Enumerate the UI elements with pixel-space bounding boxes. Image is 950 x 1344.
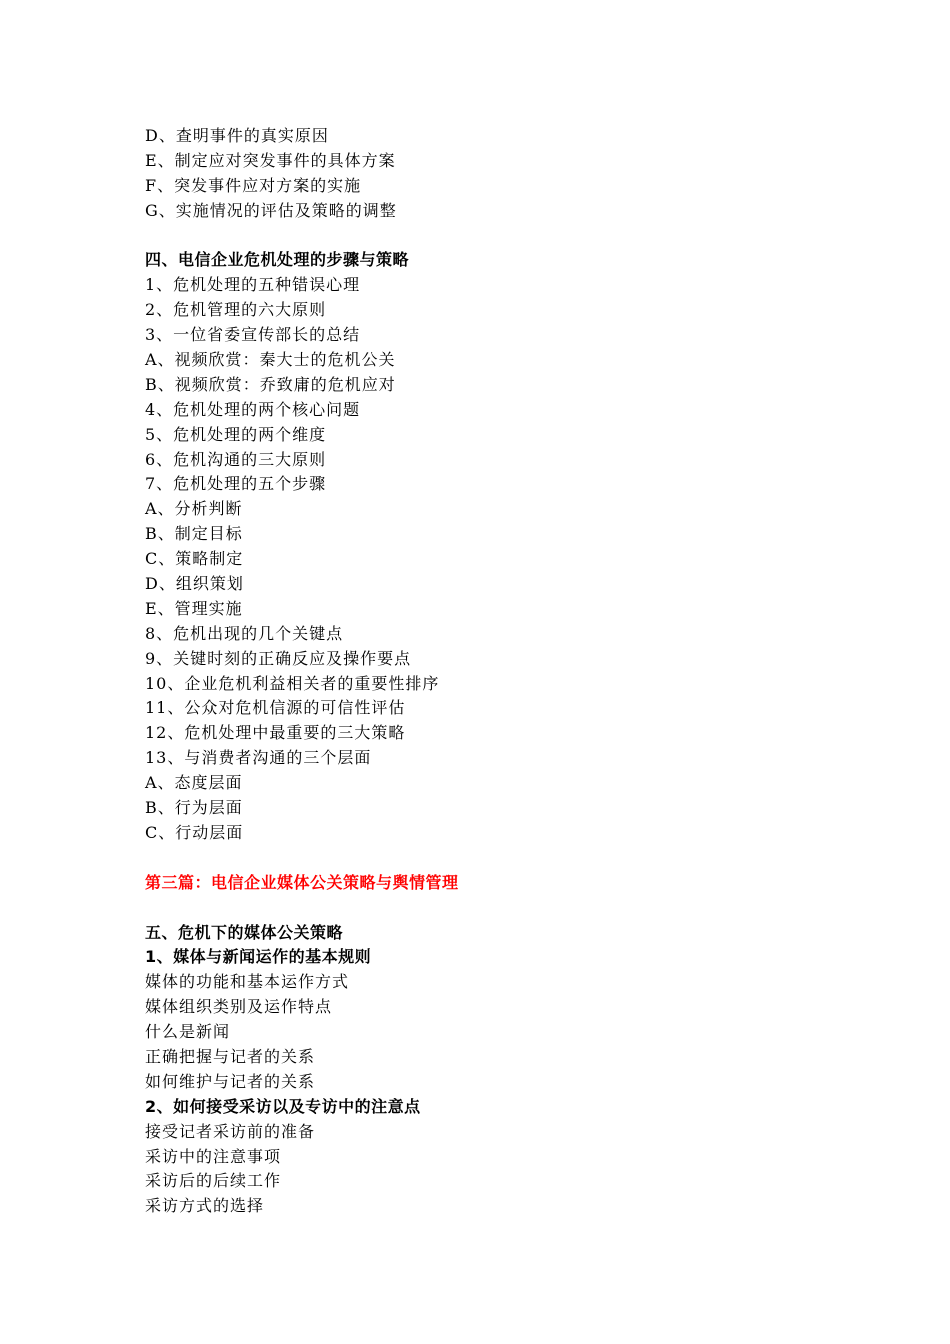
list-item: 4、危机处理的两个核心问题: [145, 399, 361, 419]
list-item: C、策略制定: [145, 549, 244, 569]
list-item: A、态度层面: [145, 773, 243, 793]
list-item: D、查明事件的真实原因: [145, 126, 329, 145]
list-item: 6、危机沟通的三大原则: [145, 449, 327, 469]
section5-sub1-heading: 1、媒体与新闻运作的基本规则: [145, 947, 372, 967]
spacer: [145, 224, 845, 249]
section5-sub2-heading: 2、如何接受采访以及专访中的注意点: [145, 1096, 421, 1116]
list-item: G、实施情况的评估及策略的调整: [145, 200, 397, 220]
list-item: A、视频欣赏：秦大士的危机公关: [145, 350, 396, 370]
list-item: B、视频欣赏：乔致庸的危机应对: [145, 374, 396, 394]
list-item: 12、危机处理中最重要的三大策略: [145, 723, 406, 743]
list-item: 采访方式的选择: [145, 1196, 265, 1216]
list-item: A、分析判断: [145, 499, 243, 519]
list-item: 9、关键时刻的正确反应及操作要点: [145, 648, 412, 668]
list-item: 11、公众对危机信源的可信性评估: [145, 698, 406, 718]
list-item: 8、危机出现的几个关键点: [145, 623, 344, 643]
list-item: 媒体组织类别及运作特点: [145, 997, 333, 1017]
list-item: 10、企业危机利益相关者的重要性排序: [145, 673, 440, 693]
section4-heading: 四、电信企业危机处理的步骤与策略: [145, 250, 410, 270]
section5: [145, 921, 845, 1220]
list-item: 采访后的后续工作: [145, 1171, 282, 1191]
list-item: 媒体的功能和基本运作方式: [145, 972, 350, 992]
section5-heading: 五、危机下的媒体公关策略: [145, 922, 344, 942]
list-item: E、制定应对突发事件的具体方案: [145, 150, 396, 170]
list-item: 3、一位省委宣传部长的总结: [145, 325, 361, 345]
list-item: 13、与消费者沟通的三个层面: [145, 748, 372, 768]
list-item: 接受记者采访前的准备: [145, 1121, 316, 1141]
list-item: 什么是新闻: [145, 1022, 231, 1042]
list-item: 如何维护与记者的关系: [145, 1071, 316, 1091]
list-item: E、管理实施: [145, 598, 243, 618]
section4: [145, 248, 845, 845]
spacer: [145, 846, 845, 871]
spacer: [145, 896, 845, 921]
list-item: D、组织策划: [145, 574, 244, 594]
document-page: [145, 124, 845, 1219]
part3-heading: 第三篇：电信企业媒体公关策略与舆情管理: [145, 872, 459, 892]
list-item: B、制定目标: [145, 524, 243, 544]
list-item: 7、危机处理的五个步骤: [145, 474, 327, 494]
list-item: 5、危机处理的两个维度: [145, 424, 327, 444]
list-item: B、行为层面: [145, 798, 243, 818]
list-item: 正确把握与记者的关系: [145, 1046, 316, 1066]
list-item: 1、危机处理的五种错误心理: [145, 275, 361, 295]
list-item: 采访中的注意事项: [145, 1146, 282, 1166]
block1-list: [145, 124, 845, 224]
list-item: F、突发事件应对方案的实施: [145, 175, 362, 195]
list-item: C、行动层面: [145, 822, 244, 842]
list-item: 2、危机管理的六大原则: [145, 300, 327, 320]
